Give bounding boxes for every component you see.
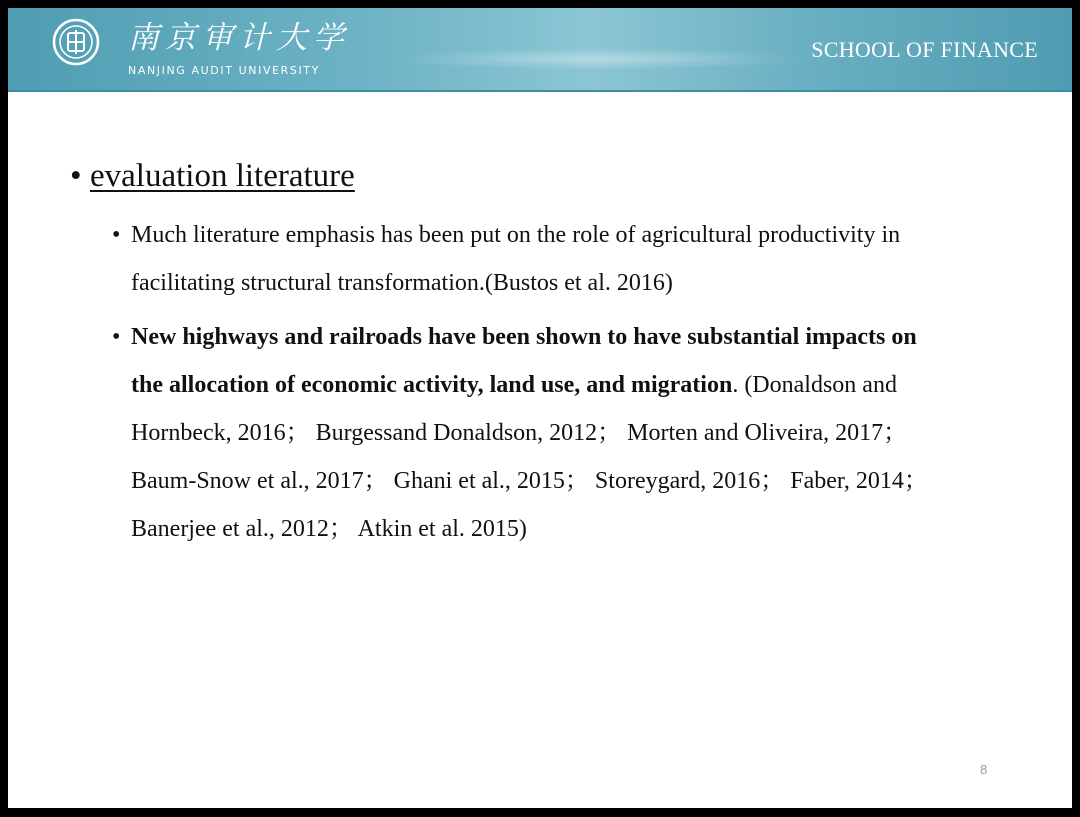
university-name-chinese: 南京审计大学 bbox=[128, 20, 350, 56]
bullet-glyph: • bbox=[112, 222, 121, 248]
text-line: Much literature emphasis has been put on the role of agricultural productivity in bbox=[131, 222, 901, 248]
text-line: facilitating structural transformation.(Bustos et al. 2016) bbox=[131, 270, 673, 296]
header-banner bbox=[8, 8, 1072, 92]
citation-line: Banerjee et al., 2012； Atkin et al. 2015) bbox=[131, 516, 527, 542]
heading-bullet bbox=[70, 156, 355, 196]
school-name: SCHOOL OF FINANCE bbox=[811, 37, 1038, 62]
bullet-text bbox=[131, 313, 1011, 553]
slide-heading: evaluation literature bbox=[90, 158, 355, 194]
bold-text-line: New highways and railroads have been shown to have substantial impacts on bbox=[131, 324, 917, 350]
page-number: 8 bbox=[980, 762, 988, 777]
bold-text-span: the allocation of economic activity, land use, and migration bbox=[131, 372, 733, 398]
slide bbox=[8, 8, 1072, 808]
bullet-glyph: • bbox=[112, 324, 121, 350]
citation-line: Hornbeck, 2016； Burgessand Donaldson, 2012； Morten and Oliveira, 2017； bbox=[131, 420, 908, 446]
university-name-english: NANJING AUDIT UNIVERSITY bbox=[128, 64, 320, 77]
text-line-mixed bbox=[131, 361, 1011, 409]
bullet-text bbox=[131, 211, 1011, 307]
bullet-glyph: • bbox=[70, 158, 82, 194]
university-seal-icon bbox=[52, 18, 100, 66]
header-sheen bbox=[388, 48, 808, 70]
citation-line: Baum-Snow et al., 2017； Ghani et al., 2015； Storeygard, 2016； Faber, 2014； bbox=[131, 468, 928, 494]
citation-start: . (Donaldson and bbox=[732, 372, 897, 398]
